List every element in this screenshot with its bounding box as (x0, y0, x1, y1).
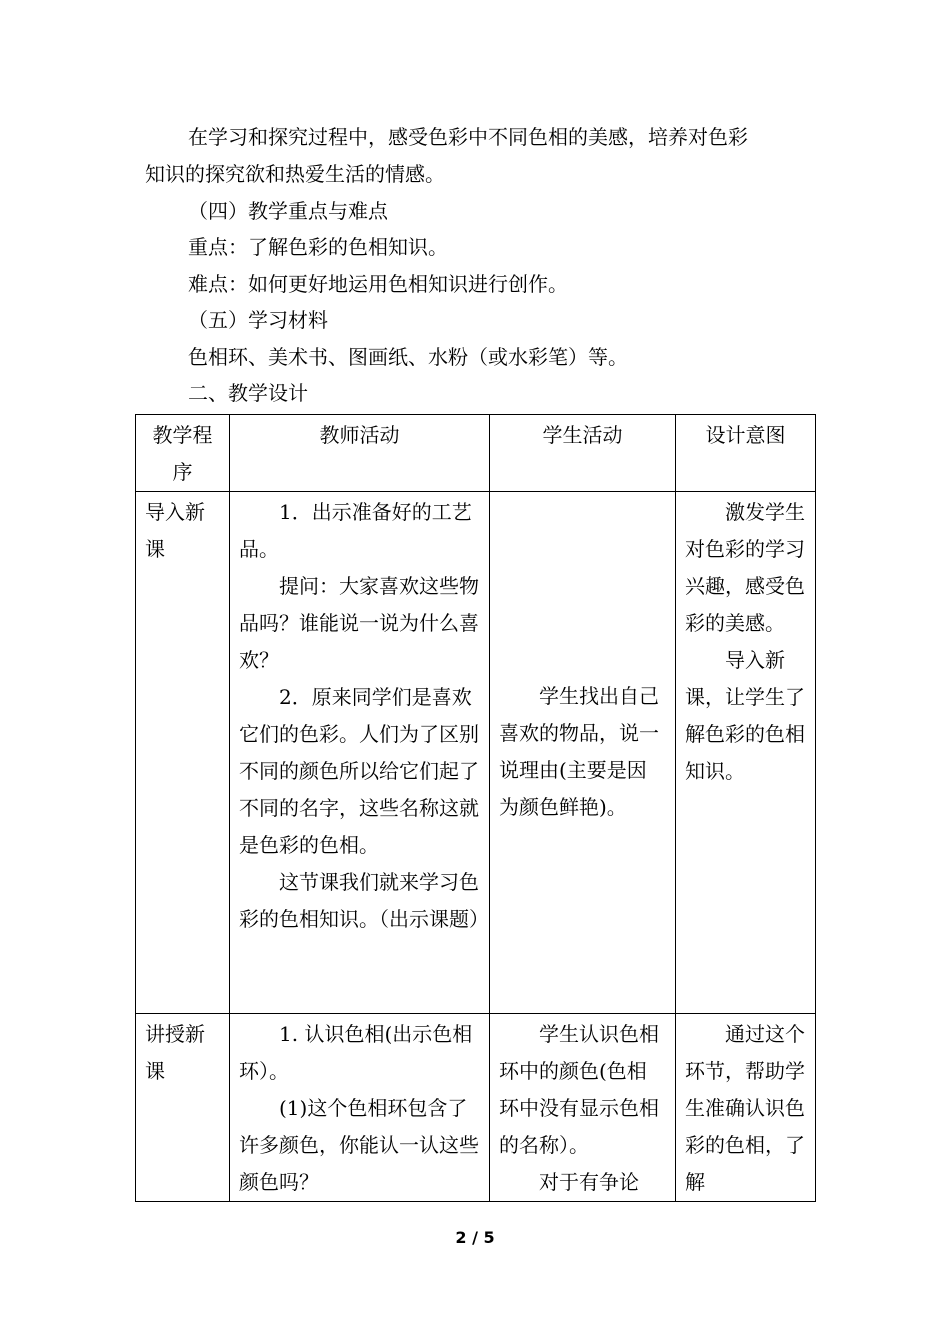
header-intent: 设计意图 (676, 415, 816, 492)
heading-materials: （五）学习材料 (188, 308, 328, 332)
student-activity-cell (490, 492, 676, 1014)
teacher-paragraph: (1)这个色相环包含了许多颜色，你能认一认这些颜色吗？ (239, 1096, 479, 1194)
stage-cell: 讲授新课 (136, 1014, 230, 1202)
intro-line-1: 在学习和探究过程中，感受色彩中不同色相的美感，培养对色彩 (188, 125, 748, 149)
heading-key-points: （四）教学重点与难点 (188, 199, 388, 223)
teacher-paragraph: 1. 认识色相(出示色相环）。 (239, 1022, 473, 1083)
student-paragraph: 对于有争论 (539, 1170, 639, 1194)
teaching-design-table (135, 414, 816, 1202)
teacher-paragraph: 2．原来同学们是喜欢它们的色彩。人们为了区别不同的颜色所以给它们起了不同的名字，这些名称这就是色彩的色相。 (239, 685, 479, 857)
intro-line-2: 知识的探究欲和热爱生活的情感。 (145, 162, 445, 186)
materials-text: 色相环、美术书、图画纸、水粉（或水彩笔）等。 (188, 345, 628, 369)
header-student: 学生活动 (490, 415, 676, 492)
teacher-paragraph: 这节课我们就来学习色彩的色相知识。（出示课题） (239, 870, 489, 931)
teacher-paragraph: 1．出示准备好的工艺品。 (239, 500, 472, 561)
header-teacher: 教师活动 (230, 415, 490, 492)
intent-paragraph: 导入新课，让学生了解色彩的色相知识。 (685, 648, 805, 783)
design-intent-cell (676, 492, 816, 1014)
section-teaching-design: 二、教学设计 (188, 381, 308, 405)
stage-cell: 导入新课 (136, 492, 230, 1014)
teacher-activity-cell (230, 1014, 490, 1202)
header-stage: 教学程序 (136, 415, 230, 492)
table-row (136, 492, 816, 1014)
student-activity-cell (490, 1014, 676, 1202)
student-paragraph: 学生认识色相环中的颜色(色相环中没有显示色相的名称）。 (499, 1022, 659, 1157)
design-intent-cell (676, 1014, 816, 1202)
key-point-text: 重点：了解色彩的色相知识。 (188, 235, 448, 259)
table-header-row (136, 415, 816, 492)
difficulty-text: 难点：如何更好地运用色相知识进行创作。 (188, 272, 568, 296)
intent-paragraph: 激发学生对色彩的学习兴趣，感受色彩的美感。 (685, 500, 805, 635)
student-paragraph: 学生找出自己喜欢的物品，说一说理由(主要是因为颜色鲜艳)。 (499, 684, 659, 819)
page-number: 2 / 5 (455, 1228, 495, 1247)
teacher-paragraph: 提问：大家喜欢这些物品吗？谁能说一说为什么喜欢？ (239, 574, 479, 672)
table-row (136, 1014, 816, 1202)
teacher-activity-cell (230, 492, 490, 1014)
intent-paragraph: 通过这个环节，帮助学生准确认识色彩的色相，了解 (685, 1022, 805, 1194)
